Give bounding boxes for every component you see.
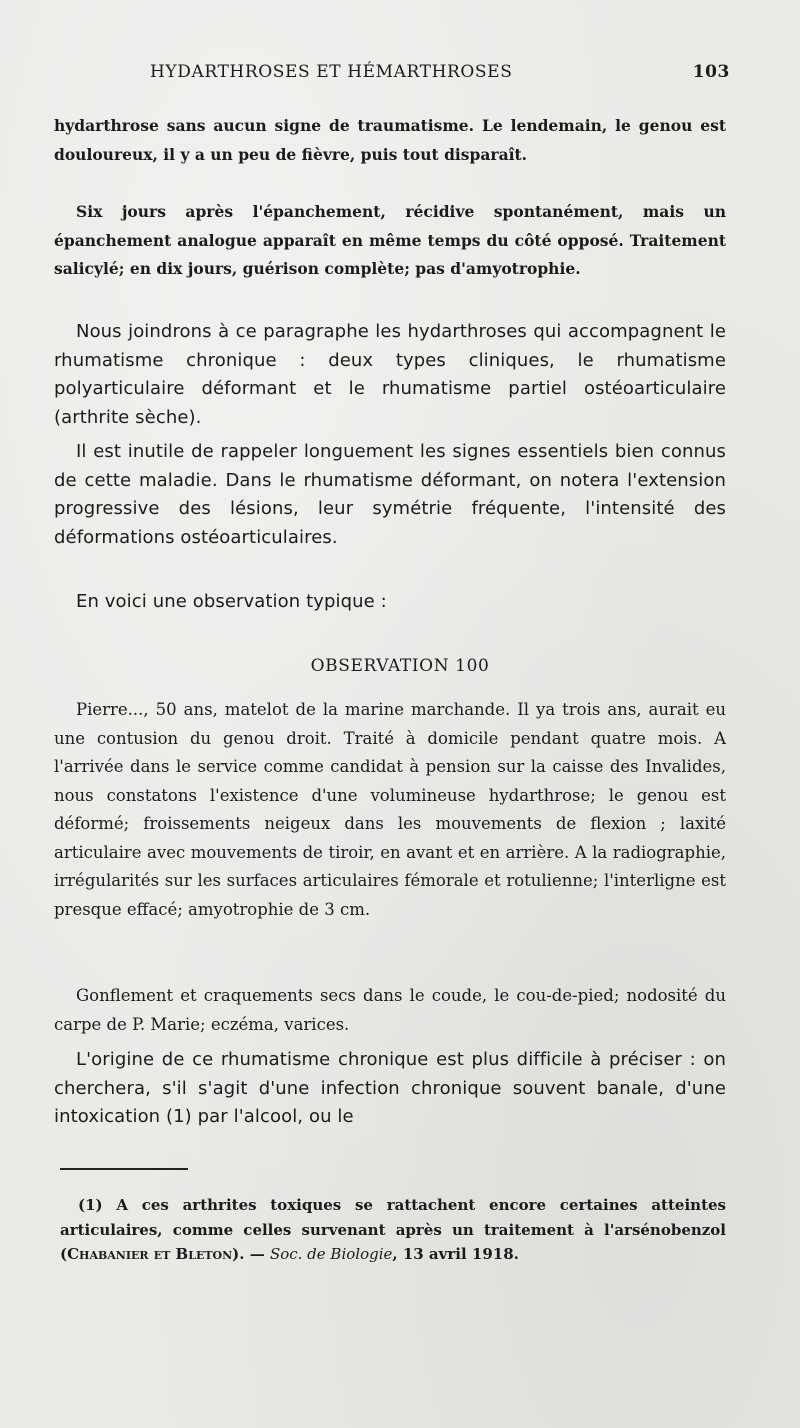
running-title: HYDARTHROSES ET HÉMARTHROSES bbox=[150, 62, 513, 82]
observation-case-description: Pierre..., 50 ans, matelot de la marine marchande. Il ya trois ans, aurait eu une contusion du genou droit. Traité à domicile pendant quatre mois. A l'arrivée dans le service comme candidat à pension sur la caisse des Invalides, nous constatons l'existence d'une volumineuse hydarthrose; le genou est déformé; froissements neigeux dans les mouvements de flexion ; laxité articulaire avec mouvements de tiroir, en avant et en arrière. A la radiographie, irrégularités sur les surfaces articulaires fémorale et rotulienne; l'interligne est presque effacé; amyotrophie de 3 cm. bbox=[54, 700, 726, 919]
footnote-separator: ). — bbox=[232, 1245, 270, 1263]
observation-title: OBSERVATION 100 bbox=[310, 656, 490, 676]
page-number: 103 bbox=[692, 62, 730, 82]
paragraph-recurrence: Six jours après l'épanchement, récidive spontanément, mais un épanchement analogue apparaît en même temps du côté opposé. Traitement salicylé; en dix jours, guérison complète; pas d'amyotrophie. bbox=[54, 202, 726, 278]
paragraph-origin: L'origine de ce rhumatisme chronique est plus difficile à préciser : on cherchera, s'il s'agit d'une infection chronique souvent banale, d'une intoxication (1) par l'alcool, ou le bbox=[54, 1049, 726, 1127]
paragraph-chronic-rheumatism: Nous joindrons à ce paragraphe les hydarthroses qui accompagnent le rhumatisme chronique : deux types cliniques, le rhumatisme polyarticulaire déformant et le rhumatisme partiel ostéoarticulaire (arthrite sèche). bbox=[54, 321, 726, 428]
footnote-text: A ces arthrites toxiques se rattachent encore certaines atteintes articulaires, comme celles survenant après un traitement à l'arsénobenzol ( bbox=[60, 1196, 726, 1263]
observation-associated-signs: Gonflement et craquements secs dans le coude, le cou-de-pied; nodosité du carpe de P. Marie; eczéma, varices. bbox=[54, 986, 726, 1034]
paragraph-case-continuation: hydarthrose sans aucun signe de traumatisme. Le lendemain, le genou est douloureux, il y a un peu de fièvre, puis tout disparaît. bbox=[54, 116, 726, 164]
page-header bbox=[150, 62, 730, 92]
footnote-authors: Chabanier et Bleton bbox=[67, 1245, 233, 1263]
footnote-journal: Soc. de Biologie bbox=[269, 1245, 393, 1263]
footnote bbox=[60, 1193, 726, 1267]
footnote-date: , 13 avril 1918. bbox=[392, 1245, 519, 1263]
footnote-rule bbox=[60, 1168, 188, 1170]
paragraph-example-intro: En voici une observation typique : bbox=[76, 591, 387, 612]
paragraph-deforming-rheumatism: Il est inutile de rappeler longuement les signes essentiels bien connus de cette maladie. Dans le rhumatisme déformant, on notera l'extension progressive des lésions, leur symétrie fréquente, l'intensité des déformations ostéoarticulaires. bbox=[54, 441, 726, 548]
footnote-marker: (1) bbox=[78, 1196, 103, 1214]
